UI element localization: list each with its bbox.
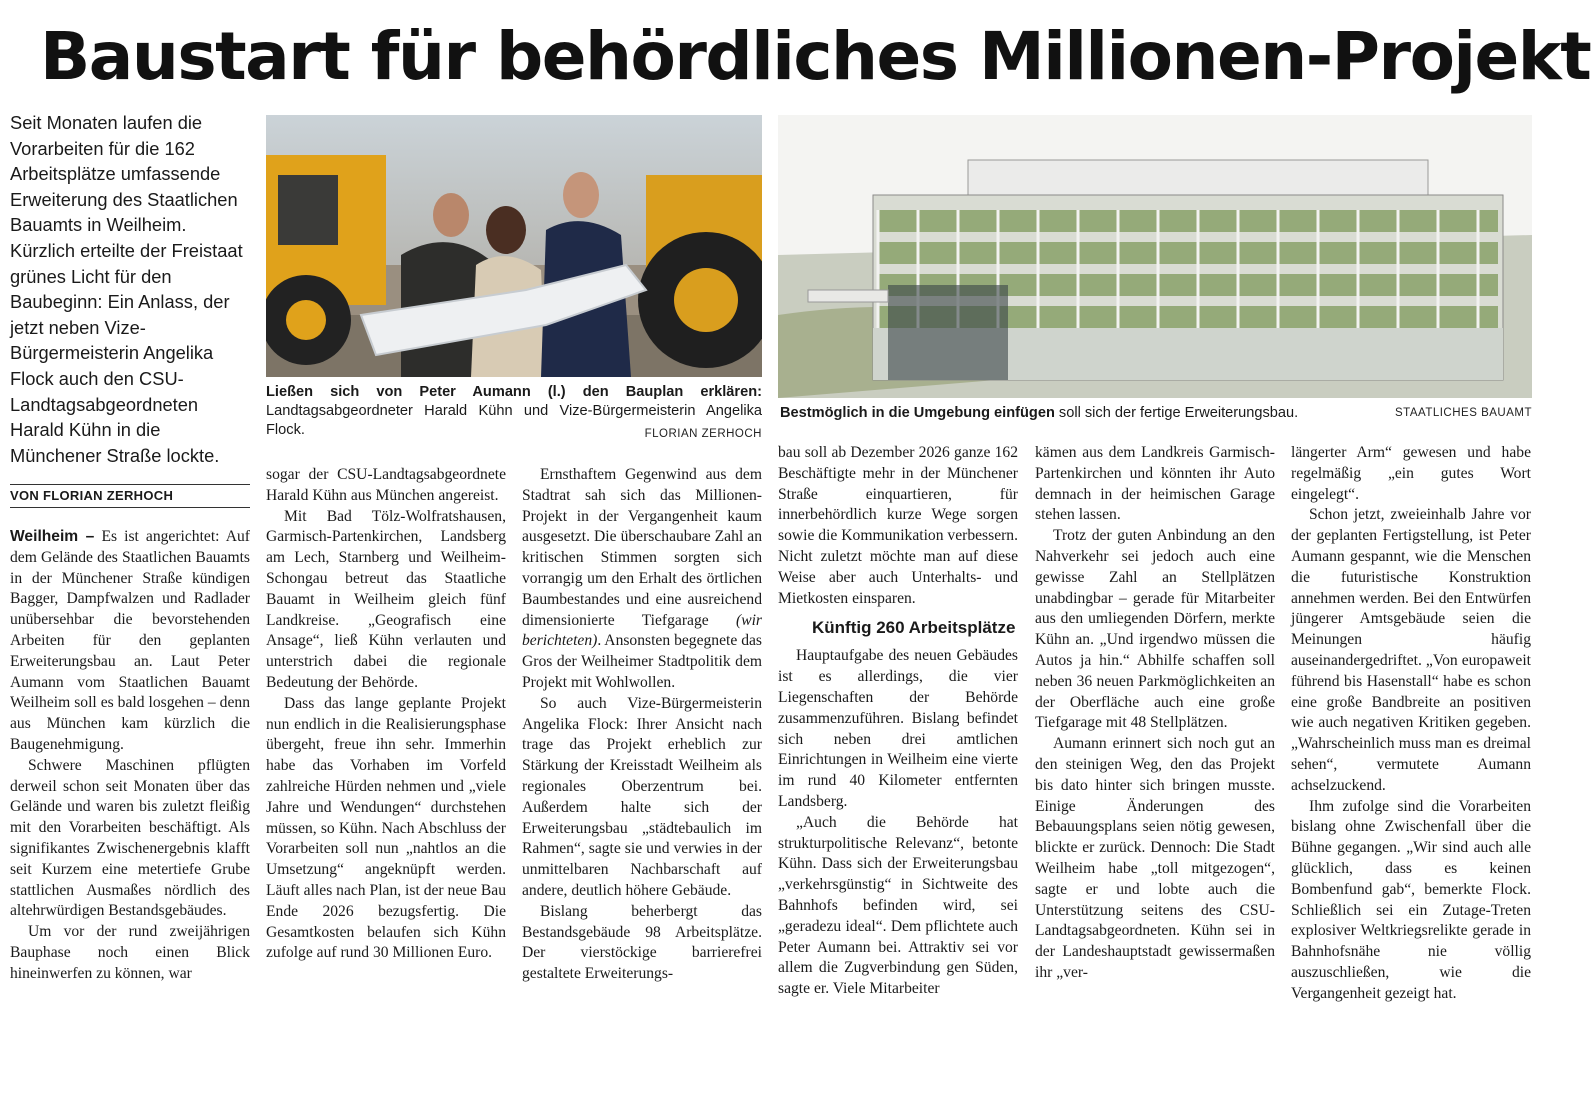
photo1-caption-bold: Ließen sich von Peter Aumann (l.) den Bauplan erklären: xyxy=(266,384,762,400)
photo1-credit: FLORIAN ZERHOCH xyxy=(644,428,762,440)
col3-p1-text: Ernsthaftem Gegenwind aus dem Stadtrat sah sich das Millionen-Projekt in der Vergangenheit kaum ausgesetzt. Die überschaubare Zahl an kritischen Stimmen sorgten sich vorrangig um den Erhalt des örtlichen Baumbestandes und eine ausreichend dimensionierte Tiefgarage xyxy=(522,466,762,629)
col2-paragraph-3: Dass das lange geplante Projekt nun endlich in die Realisierungsphase übergeht, freue ihn sehr. Immerhin habe das Vorhaben im Vorfeld zahlreiche Hürden nehmen und „viele Jahre und Wendungen“ durchstehen müssen, so Kühn. Nach Abschluss der Vorarbeiten soll nun „nahtlos an die Umsetzung“ angeknüpft werden. Läuft alles nach Plan, ist der neue Bau Ende 2026 bezugsfertig. Die Gesamtkosten belaufen sich Kühn zufolge auf rund 30 Millionen Euro. xyxy=(266,694,506,962)
col1-paragraph-3: Um vor der rund zweijährigen Bauphase noch einen Blick hineinwerfen zu können, war xyxy=(10,923,250,982)
photo-building-rendering-image xyxy=(778,115,1532,398)
col6-paragraph-2: Schon jetzt, zweieinhalb Jahre vor der geplanten Fertigstellung, ist Peter Aumann gespannt, wie die Menschen die futuristische Konstruktion annehmen werden. Bei den Entwürfen jüngerer Amtsgebäude seien die Meinungen häufig auseinandergedriftet. „Von europaweit führend bis Hasenstall“ habe es schon eine große Bandbreite an positiven wie auch negativen Kritiken gegeben. „Wahrscheinlich muss man es dreimal sehen“, vermutete Aumann achselzuckend. xyxy=(1291,506,1531,794)
byline: VON FLORIAN ZERHOCH xyxy=(10,488,174,503)
col2-paragraph-2: Mit Bad Tölz-Wolfratshausen, Garmisch-Partenkirchen, Landsberg am Lech, Starnberg und Weilheim-Schongau betreut das Staatliche Bauamt in Weilheim gleich fünf Landkreise. „Geografisch eine Ansage“, ließ Kühn verlauten und unterstrich dabei die regionale Bedeutung der Behörde. xyxy=(266,507,506,691)
article-lead xyxy=(10,110,250,468)
col4-paragraph-2: Hauptaufgabe des neuen Gebäudes ist es allerdings, die vier Liegenschaften der Behörde zusammenzuführen. Bislang befindet sich neben drei amtlichen Einrichtungen in Weilheim eine vierte im rund 40 Kilometer entfernten Landsberg. xyxy=(778,647,1018,810)
body-column-6 xyxy=(1291,443,1531,1005)
photo2-credit: STAATLICHES BAUAMT xyxy=(1394,407,1532,419)
byline-rule-bottom xyxy=(10,507,250,508)
col1-p1-text: Es ist angerichtet: Auf dem Gelände des Staatlichen Bauamts in der Münchener Straße kündigen Bagger, Dampfwalzen und Radlader unübersehbar die bevorstehenden Arbeiten für den geplanten Erweiterungsbau an. Laut Peter Aumann vom Staatlichen Bauamt Weilheim soll es bald losgehen – denn aus München kam kürzlich die Baugenehmigung. xyxy=(10,528,250,753)
lead-text: Seit Monaten laufen die Vorarbeiten für die 162 Arbeitsplätze umfassende Erweiterung des Staatlichen Bauamts in Weilheim. Kürzlich erteilte der Freistaat grünes Licht für den Baubeginn: Ein Anlass, der jetzt neben Vize-Bürgermeisterin Angelika Flock auch den CSU-Landtagsabgeordneten Harald Kühn in die Münchener Straße lockte. xyxy=(10,112,243,466)
col2-paragraph-1: sogar der CSU-Landtagsabgeordnete Harald Kühn aus München angereist. xyxy=(266,466,506,504)
subheading: Künftig 260 Arbeitsplätze xyxy=(812,618,1016,638)
col3-p1-text-end: . Ansonsten begegnete das Gros der Weilheimer Stadtpolitik dem Projekt mit Wohlwollen. xyxy=(522,632,762,691)
body-column-2 xyxy=(266,465,506,964)
body-column-1 xyxy=(10,527,250,985)
col3-paragraph-3: Bislang beherbergt das Bestandsgebäude 98 Arbeitsplätze. Der vierstöckige barrierefrei gestaltete Erweiterungs- xyxy=(522,902,762,983)
col5-paragraph-3: Aumann erinnert sich noch gut an den steinigen Weg, den das Projekt bis dato hinter sich bringen musste. Einige Änderungen des Bebauungsplans seien nötig gewesen, blickte er zurück. Dennoch: Die Stadt Weilheim habe „toll mitgezogen“, sagte er und lobte auch die Unterstützung seitens des CSU-Landtagsabgeordneten. Kühn sei in der Landeshauptstadt gewissermaßen ihr „ver- xyxy=(1035,735,1275,981)
col3-p1-note: (wir berichteten) xyxy=(522,611,762,650)
body-column-4 xyxy=(778,443,1018,1000)
body-column-3 xyxy=(522,465,762,985)
col6-paragraph-3: Ihm zufolge sind die Vorarbeiten bislang ohne Zwischenfall über die Bühne gegangen. „Wir sind auch alle glücklich, dass es keinen Bombenfund gab“, bemerkte Flock. Schließlich sei ein Zutage-Treten explosiver Weltkriegsrelikte gerade in Bahnhofsnähe nie völlig auszuschließen, wie die Vergangenheit gezeigt hat. xyxy=(1291,797,1531,1002)
byline-rule-top xyxy=(10,484,250,485)
photo-site-visit-image xyxy=(266,115,762,377)
col4-paragraph-3: „Auch die Behörde hat strukturpolitische Relevanz“, betonte Kühn. Dass sich der Erweiterungsbau „verkehrsgünstig“ in Sichtweite des Bahnhofs befinden wird, sei „geradezu ideal“. Dem pflichtete auch Peter Aumann bei. Attraktiv sei vor allem die Zugverbindung gen Süden, sagte er. Viele Mitarbeiter xyxy=(778,813,1018,998)
photo-building-rendering xyxy=(778,115,1532,398)
col5-paragraph-2: Trotz der guten Anbindung an den Nahverkehr sei jedoch auch eine gewisse Zahl an Stellplätzen unabdingbar – gerade für Mitarbeiter aus den umliegenden Dörfern, merkte Kühn an. „Und irgendwo müssen die Autos ja hin.“ Abhilfe schaffen soll neben 36 neuen Parkmöglichkeiten an der Oberfläche auch eine große Tiefgarage mit 48 Stellplätzen. xyxy=(1035,527,1275,732)
body-column-5 xyxy=(1035,443,1275,984)
photo2-caption xyxy=(780,404,1380,423)
col3-paragraph-1 xyxy=(522,465,762,694)
col3-paragraph-2: So auch Vize-Bürgermeisterin Angelika Flock: Ihrer Ansicht nach trage das Projekt erheblich zur Stärkung der Kreisstadt Weilheim als regionales Oberzentrum bei. Außerdem halte sich der Erweiterungsbau „städtebaulich im Rahmen“, sagte sie und verwies in der unmittelbaren Nachbarschaft auf andere, deutlich höhere Gebäude. xyxy=(522,694,762,899)
photo1-caption-text: Landtagsabgeordneter Harald Kühn und Vize-Bürgermeisterin Angelika Flock. xyxy=(266,403,762,438)
col1-paragraph-2: Schwere Maschinen pflügten derweil schon seit Monaten über das Gelände und waren bis zuletzt fleißig mit den Vorarbeiten beschäftigt. Als signifikantes Zwischenergebnis klafft seit Kurzem eine metertiefe Grube stattlichen Ausmaßes nördlich des altehrwürdigen Bestandsgebäudes. xyxy=(10,756,250,920)
photo2-caption-bold: Bestmöglich in die Umgebung einfügen xyxy=(780,405,1055,421)
photo2-caption-text: soll sich der fertige Erweiterungsbau. xyxy=(1054,405,1299,421)
headline: Baustart für behördliches Millionen-Projekt xyxy=(40,18,1591,95)
col6-paragraph-1: längerter Arm“ gewesen und habe regelmäßig „ein gutes Wort eingelegt“. xyxy=(1291,444,1531,503)
location-tag: Weilheim – xyxy=(10,528,95,545)
col1-paragraph-1 xyxy=(10,527,250,756)
col5-paragraph-1: kämen aus dem Landkreis Garmisch-Partenkirchen und könnten ihr Auto demnach in der heimischen Garage stehen lassen. xyxy=(1035,444,1275,524)
photo-site-visit xyxy=(266,115,762,377)
col4-paragraph-1: bau soll ab Dezember 2026 ganze 162 Beschäftigte mehr in der Münchener Straße einquartieren, für innerbehördlich kurze Wege sorgen sowie die Kommunikation verbessern. Nicht zuletzt möchte man auf diese Weise aber auch Unterhalts- und Mietkosten einsparen. xyxy=(778,444,1018,607)
